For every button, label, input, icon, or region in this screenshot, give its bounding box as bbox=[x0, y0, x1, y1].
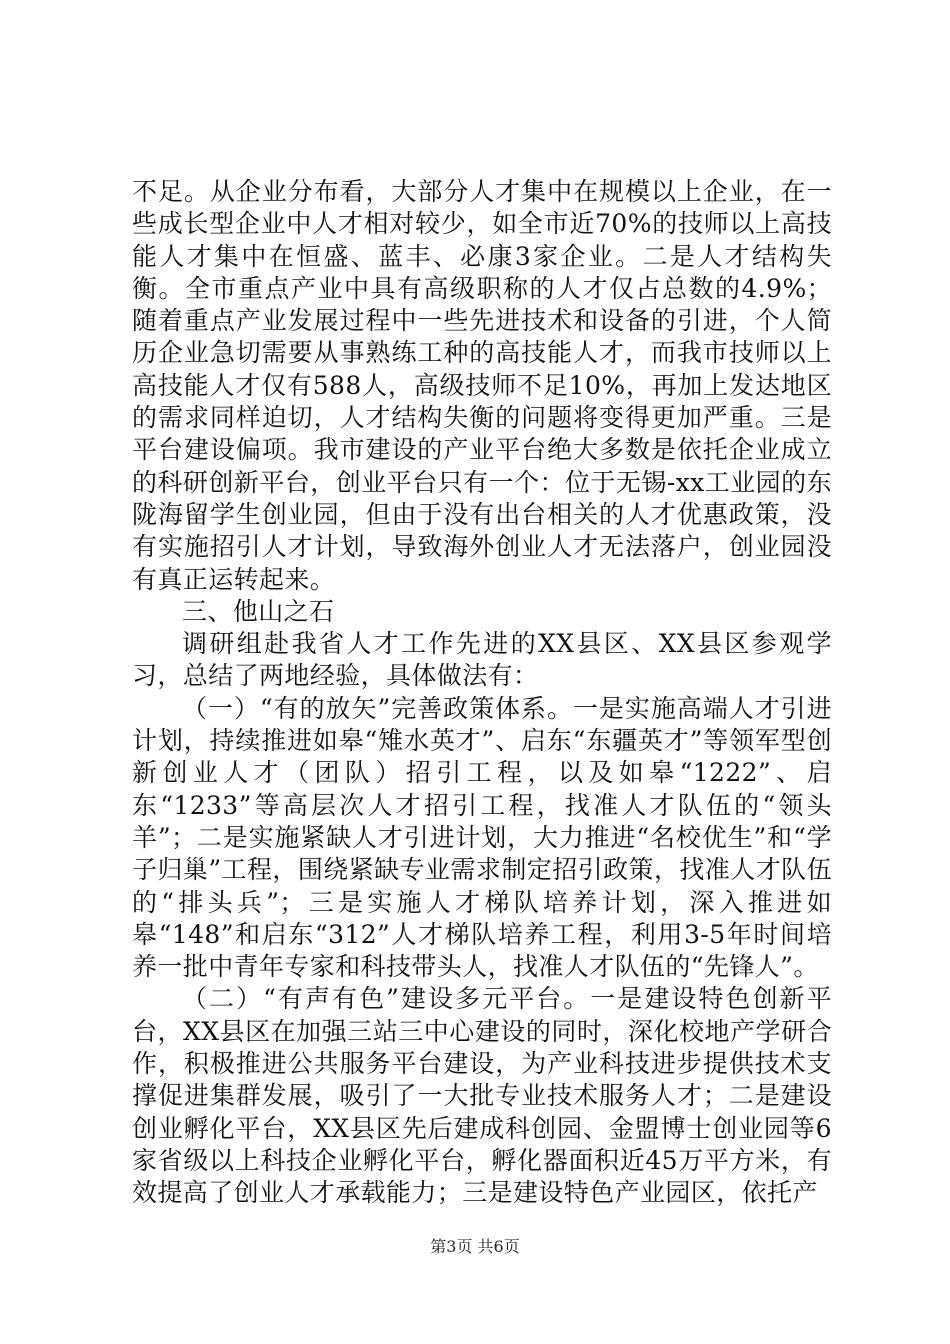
section-heading: 三、他山之石 bbox=[182, 596, 335, 626]
paragraph-policy-system: （一）“有的放矢”完善政策体系。一是实施高端人才引进计划，持续推进如皋“雉水英才”、启东“东疆英才”等领军型创新创业人才（团队）招引工程，以及如皋“1222”、启东“1233”等高层次人才招引工程，找准人才队伍的“领头羊”；二是实施紧缺人才引进计划，大力推进“名校优生”和“学子归巢”工程，围绕紧缺专业需求制定招引政策，找准人才队伍的“排头兵”；三是实施人才梯队培养计划，深入推进如皋“148”和启东“312”人才梯队培养工程，利用3-5年时间培养一批中青年专家和科技带头人，找准人才队伍的“先锋人”。 bbox=[132, 693, 832, 982]
paragraph-multi-platform: （二）“有声有色”建设多元平台。一是建设特色创新平台，XX县区在加强三站三中心建设的同时，深化校地产学研合作，积极推进公共服务平台建设，为产业科技进步提供技术支撑促进集群发展，吸引了一大批专业技术服务人才；二是建设创业孵化平台，XX县区先后建成科创园、金盟博士创业园等6家省级以上科技企业孵化平台，孵化器面积近45万平方米，有效提高了创业人才承载能力；三是建设特色产业园区，依托产 bbox=[132, 984, 832, 1208]
page-footer: 第3页 共6页 bbox=[430, 1237, 520, 1256]
paragraph-intro: 调研组赴我省人才工作先进的XX县区、XX县区参观学习，总结了两地经验，具体做法有： bbox=[132, 629, 832, 691]
paragraph-continuation: 不足。从企业分布看，大部分人才集中在规模以上企业，在一些成长型企业中人才相对较少，如全市近70%的技师以上高技能人才集中在恒盛、蓝丰、必康3家企业。二是人才结构失衡。全市重点产业中具有高级职称的人才仅占总数的4.9%；随着重点产业发展过程中一些先进技术和设备的引进，个人简历企业急切需要从事熟练工种的高技能人才，而我市技师以上高技能人才仅有588人，高级技师不足10%，再加上发达地区的需求同样迫切，人才结构失衡的问题将变得更加严重。三是平台建设偏项。我市建设的产业平台绝大多数是依托企业成立的科研创新平台，创业平台只有一个：位于无锡-xx工业园的东陇海留学生创业园，但由于没有出台相关的人才优惠政策，没有实施招引人才计划，导致海外创业人才无法落户，创业园没有真正运转起来。 bbox=[132, 177, 832, 594]
document-body bbox=[132, 176, 832, 1210]
